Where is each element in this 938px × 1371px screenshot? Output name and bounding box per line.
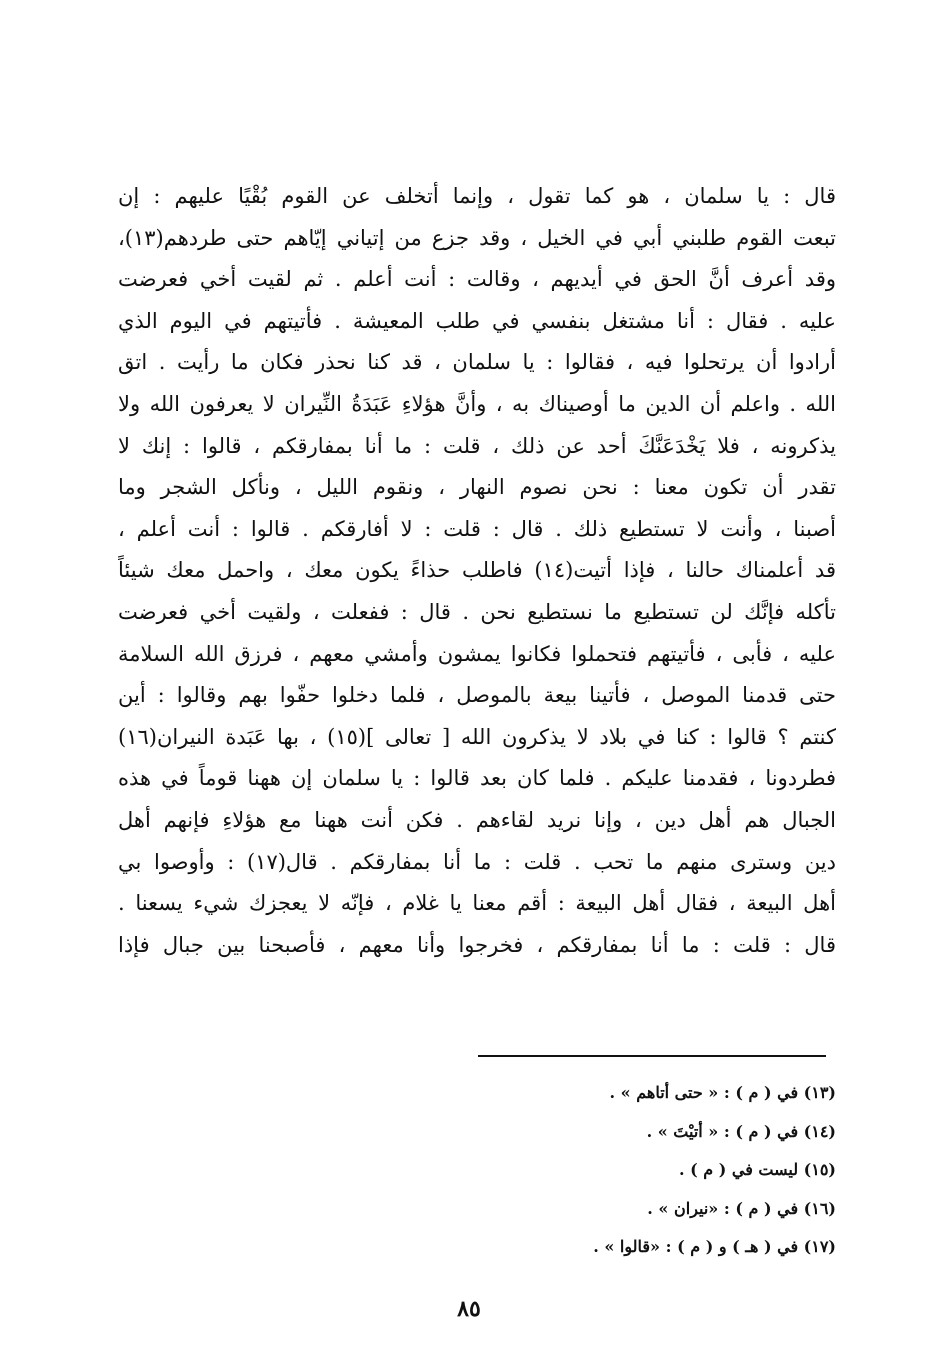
text-line: تقدر أن تكون معنا : نحن نصوم النهار ، ونقوم الليل ، ونأكل الشجر وما	[118, 475, 836, 500]
text-line: كنتم ؟ قالوا : كنا في بلاد لا يذكرون الله [ تعالى ](١٥) ، بها عَبَدة النيران(١٦)	[118, 724, 836, 749]
text-line: عليه ، فأبى ، فأتيتهم فتحملوا فكانوا يمشون وأمشي معهم ، فرزق الله السلامة	[118, 641, 836, 666]
footnotes-list	[300, 1074, 836, 1267]
text-line: الجبال هم أهل دين ، وإنا نريد لقاءهم . فكن أنت ههنا مع هؤلاءِ فإنهم أهل	[118, 807, 836, 832]
footnote: (١٣) في ( م ) : « حتى أتاهم » .	[609, 1083, 836, 1102]
text-line: فطردونا ، فقدمنا عليكم . فلما كان بعد قالوا : يا سلمان إن ههنا قوماً في هذه	[118, 766, 836, 791]
text-line: عليه . فقال : أنا مشتغل بنفسي في طلب المعيشة . فأتيتهم في اليوم الذي	[118, 308, 836, 333]
footnote-divider	[478, 1055, 826, 1057]
text-line: أصبنا ، وأنت لا تستطيع ذلك . قال : قلت : لا أفارقكم . قالوا : أنت أعلم ،	[118, 516, 836, 541]
text-line: قد أعلمناك حالنا ، فإذا أتيت(١٤) فاطلب حذاءً يكون معك ، واحمل معك شيئاً	[118, 558, 836, 583]
text-line: الله . واعلم أن الدين ما أوصيناك به ، وأنَّ هؤلاءِ عَبَدَةُ النِّيران لا يعرفون الله ولا	[118, 391, 836, 416]
text-line: أرادوا أن يرتحلوا فيه ، فقالوا : يا سلمان ، قد كنا نحذر فكان ما رأيت . اتق	[118, 350, 836, 375]
text-line: حتى قدمنا الموصل ، فأتينا بيعة بالموصل ، فلما دخلوا حفّوا بهم وقالوا : أين	[118, 683, 836, 708]
text-line: قال : يا سلمان ، هو كما تقول ، وإنما أتخلف عن القوم بُقْيًا عليهم : إن	[118, 184, 836, 208]
text-line: تأكله فإنَّك لن تستطيع ما نستطيع نحن . قال : ففعلت ، ولقيت أخي فعرضت	[118, 599, 836, 624]
text-line: وقد أعرف أنَّ الحق في أيديهم ، وقالت : أنت أعلم . ثم لقيت أخي فعرضت	[118, 267, 836, 292]
footnote: (١٤) في ( م ) : « أتيْتَ » .	[646, 1121, 836, 1141]
footnote: (١٧) في ( هـ ) و ( م ) : «قالوا » .	[593, 1237, 836, 1256]
text-line: دين وسترى منهم ما تحب . قلت : ما أنا بمفارقكم . قال(١٧) : وأوصوا بي	[118, 849, 836, 874]
text-line: تبعت القوم طلبني أبي في الخيل ، وقد جزع من إتياني إيّاهم حتى طردهم(١٣)،	[118, 225, 836, 250]
main-text	[118, 176, 836, 966]
text-line: يذكرونه ، فلا يَخْدَعَنَّكَ أحد عن ذلك ، قلت : ما أنا بمفارقكم ، قالوا : إنك لا	[118, 433, 836, 458]
page-number: ٨٥	[457, 1296, 481, 1322]
text-line: أهل البيعة ، فقال أهل البيعة : أقم معنا يا غلام ، فإنّه لا يعجزك شيء يسعنا .	[118, 891, 836, 916]
footnote: (١٥) ليست في ( م ) .	[678, 1160, 836, 1179]
footnote: (١٦) في ( م ) : «نيران » .	[647, 1198, 836, 1218]
text-line: قال : قلت : ما أنا بمفارقكم ، فخرجوا وأنا معهم ، فأصبحنا بين جبال فإذا	[118, 932, 836, 957]
